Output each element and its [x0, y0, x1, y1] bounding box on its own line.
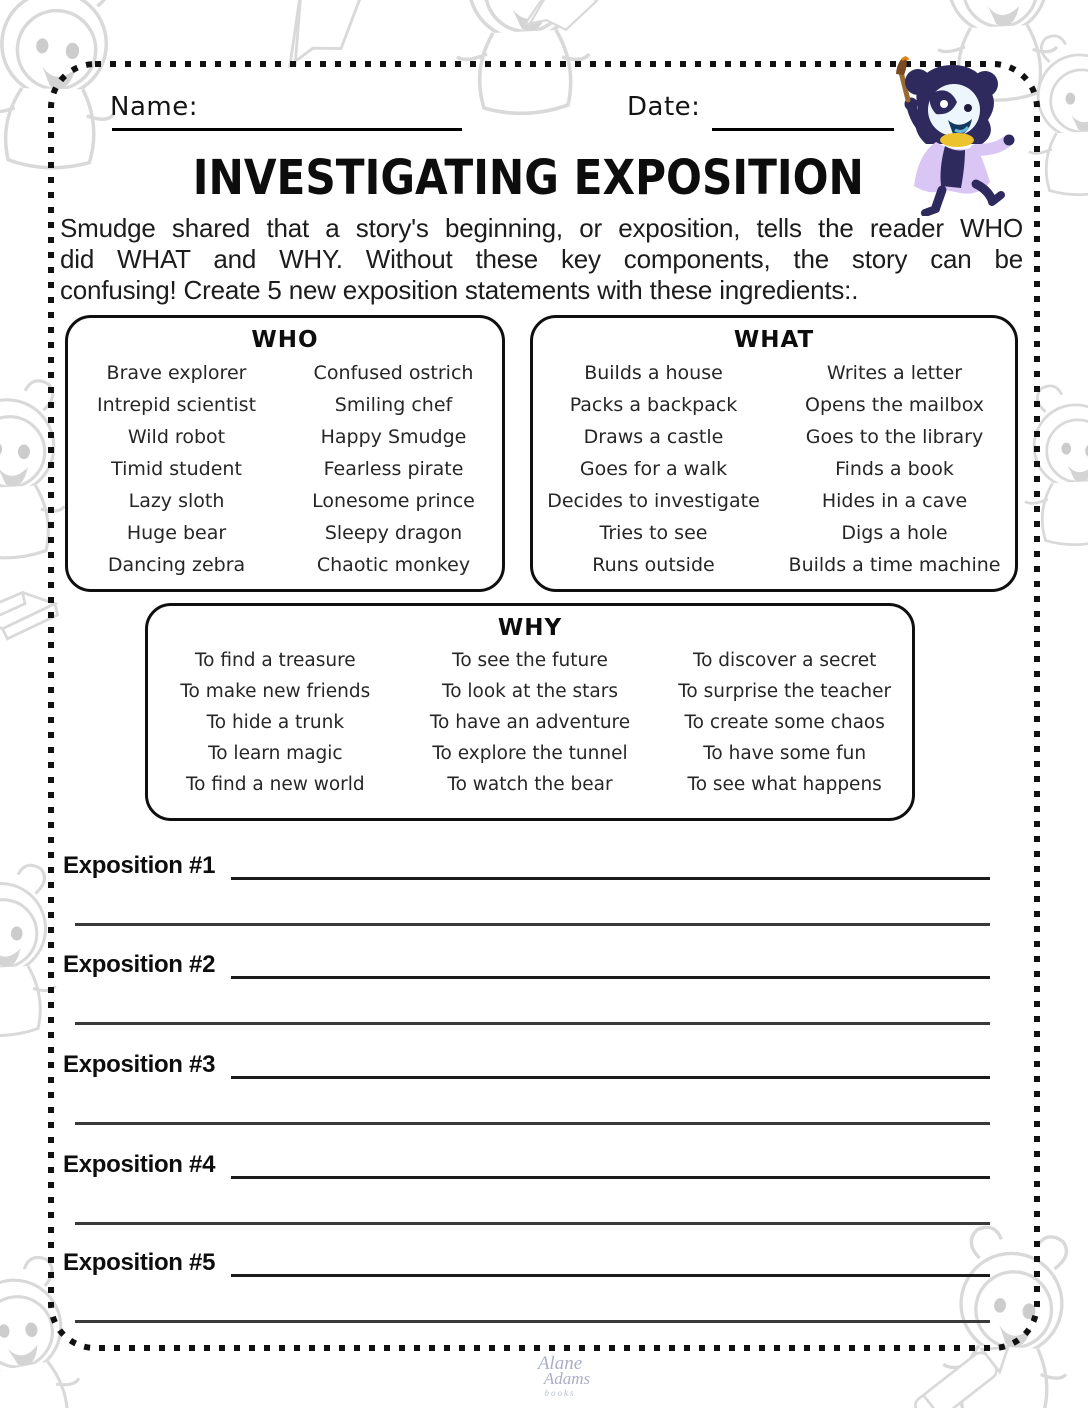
why-item: To make new friends — [180, 681, 371, 702]
watermark-line: Alane — [537, 1353, 583, 1374]
exposition-row-2 — [63, 951, 990, 1025]
publisher-watermark — [500, 1353, 620, 1401]
what-box — [530, 315, 1018, 592]
what-item: Goes to the library — [805, 426, 984, 448]
who-item: Fearless pirate — [323, 458, 464, 480]
who-item: Timid student — [111, 458, 242, 480]
exposition-row-4 — [63, 1151, 990, 1225]
exposition-3-label: Exposition #3 — [63, 1051, 216, 1078]
who-item: Dancing zebra — [107, 554, 246, 576]
who-item: Happy Smudge — [320, 426, 467, 448]
intro-paragraph — [60, 213, 1023, 306]
why-item: To surprise the teacher — [678, 681, 892, 702]
why-column-1 — [148, 645, 403, 800]
what-item: Packs a backpack — [569, 394, 738, 416]
who-item: Lonesome prince — [312, 490, 475, 512]
what-item: Draws a castle — [583, 426, 724, 448]
watermark-line: Adams — [543, 1369, 591, 1388]
why-item: To have some fun — [703, 743, 867, 764]
what-column-2 — [774, 357, 1015, 581]
why-column-2 — [403, 645, 658, 800]
who-item: Sleepy dragon — [324, 522, 463, 544]
why-box — [145, 603, 915, 821]
what-item: Writes a letter — [826, 362, 963, 384]
intro-line: Smudge shared that a story's beginning, or exposition, tells the reader WHO — [60, 213, 1023, 243]
who-item: Intrepid scientist — [96, 394, 257, 416]
what-item: Opens the mailbox — [805, 394, 984, 416]
what-item: Digs a hole — [841, 522, 948, 544]
watermark-line: books — [544, 1388, 576, 1398]
why-item: To learn magic — [208, 743, 343, 764]
what-item: Runs outside — [592, 554, 715, 576]
exposition-row-5 — [63, 1249, 990, 1323]
why-column-3 — [657, 645, 912, 800]
why-item: To see what happens — [687, 774, 882, 795]
why-item: To discover a secret — [692, 650, 877, 671]
who-item: Huge bear — [126, 522, 227, 544]
name-label: Name: — [110, 92, 198, 122]
what-box-title: WHAT — [733, 327, 815, 353]
who-column-2 — [285, 357, 502, 581]
exposition-4-second-line — [75, 1222, 990, 1225]
who-item: Brave explorer — [106, 362, 247, 384]
page-title: INVESTIGATING EXPOSITION — [192, 150, 864, 206]
what-item: Tries to see — [599, 522, 708, 544]
who-box-title: WHO — [251, 327, 319, 353]
who-item: Lazy sloth — [128, 490, 225, 512]
why-item: To look at the stars — [442, 681, 618, 702]
what-column-1 — [533, 357, 774, 581]
intro-line: confusing! Create 5 new exposition statements with these ingredients:. — [60, 275, 859, 305]
why-item: To find a treasure — [194, 650, 356, 671]
why-item: To explore the tunnel — [432, 743, 628, 764]
who-item: Wild robot — [127, 426, 226, 448]
who-box — [65, 315, 505, 592]
why-item: To find a new world — [186, 774, 365, 795]
who-item: Confused ostrich — [313, 362, 474, 384]
date-line — [712, 128, 894, 131]
date-label: Date: — [627, 92, 701, 122]
what-item: Goes for a walk — [579, 458, 728, 480]
what-item: Hides in a cave — [821, 490, 968, 512]
why-item: To have an adventure — [429, 712, 631, 733]
what-item: Builds a house — [584, 362, 723, 384]
exposition-3-line — [231, 1052, 990, 1079]
exposition-2-label: Exposition #2 — [63, 951, 216, 978]
who-column-1 — [68, 357, 285, 581]
what-item: Builds a time machine — [788, 554, 1001, 576]
name-line — [112, 128, 462, 131]
exposition-2-second-line — [75, 1022, 990, 1025]
exposition-5-label: Exposition #5 — [63, 1249, 216, 1276]
exposition-4-label: Exposition #4 — [63, 1151, 216, 1178]
exposition-1-second-line — [75, 923, 990, 926]
why-item: To create some chaos — [684, 712, 885, 733]
why-box-title: WHY — [497, 615, 563, 641]
who-item: Chaotic monkey — [316, 554, 471, 576]
what-item: Decides to investigate — [547, 490, 760, 512]
exposition-row-1 — [63, 852, 990, 926]
exposition-1-line — [231, 853, 990, 880]
exposition-3-second-line — [75, 1122, 990, 1125]
why-item: To see the future — [452, 650, 608, 671]
who-item: Smiling chef — [334, 394, 453, 416]
exposition-5-line — [231, 1250, 990, 1277]
why-item: To watch the bear — [447, 774, 613, 795]
exposition-row-3 — [63, 1051, 990, 1125]
what-item: Finds a book — [835, 458, 954, 480]
exposition-2-line — [231, 952, 990, 979]
exposition-1-label: Exposition #1 — [63, 852, 216, 879]
intro-line: did WHAT and WHY. Without these key components, the story can be — [60, 244, 1023, 274]
exposition-4-line — [231, 1152, 990, 1179]
why-item: To hide a trunk — [206, 712, 345, 733]
exposition-5-second-line — [75, 1320, 990, 1323]
